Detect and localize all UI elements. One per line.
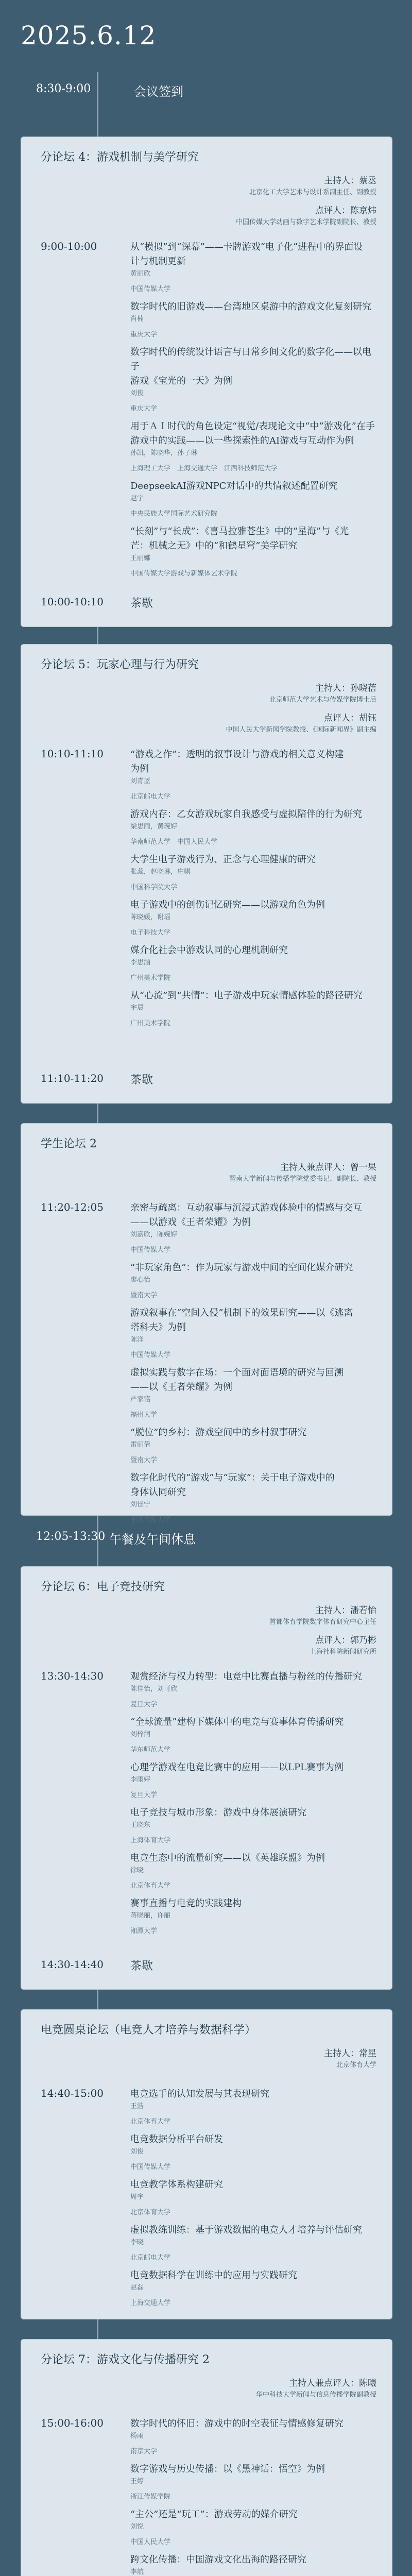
session-time: 13:30-14:30 xyxy=(41,1670,104,1682)
talk-title: 电竞选手的认知发展与其表现研究 xyxy=(130,2089,269,2099)
host-affiliation: 华中科技大学新闻与信息传播学院副教授 xyxy=(255,2391,376,2399)
talk-affiliation: 中国传媒大学 xyxy=(130,1351,171,1359)
talk-title-cont: 身体认同研究 xyxy=(130,1487,186,1498)
panel-forum-5 xyxy=(21,644,392,1104)
talk-title-cont: 游戏《宝光的一天》为例 xyxy=(130,376,232,386)
talk-affiliation: 中央民族大学国际艺术研究院 xyxy=(130,510,218,518)
talk-affiliation: 北京邮电大学 xyxy=(130,2254,171,2262)
talk-affiliation: 华东师范大学 xyxy=(130,1746,171,1754)
talk-speaker: 王晓东 xyxy=(130,1821,151,1829)
talk-speaker: 肖楠 xyxy=(130,315,144,323)
talk-affiliation: 北京体育大学 xyxy=(130,2118,171,2126)
host-name: 主持人：蔡丞 xyxy=(324,176,376,186)
talk-affiliation: 中国人民大学 xyxy=(130,2538,171,2546)
talk-speaker: 李晓 xyxy=(130,2239,144,2246)
host-name: 主持人兼点评人：陈曦 xyxy=(289,2378,376,2388)
talk-list xyxy=(130,2087,376,2314)
host-affiliation: 北京师范大学艺术与传媒学院博士后 xyxy=(269,696,376,704)
host-affiliation: 北京化工大学艺术与设计系副主任、副教授 xyxy=(249,189,376,196)
talk-affiliation: 湘潭大学 xyxy=(130,1927,158,1935)
panel-title: 电竞圆桌论坛（电竞人才培养与数据科学） xyxy=(41,2024,256,2037)
panel-title: 分论坛 6：电子竞技研究 xyxy=(41,1581,165,1594)
talk-affiliation: 中国传媒大学 xyxy=(130,1246,171,1254)
talk-affiliation: 北京体育大学 xyxy=(130,2209,171,2216)
lunch-time: 12:05-13:30 xyxy=(36,1530,106,1543)
talk-affiliation: 上海理工大学 上海交通大学 江西科技师范大学 xyxy=(130,465,278,472)
talk-item xyxy=(130,1760,376,1801)
talk-speaker: 刘青蓝 xyxy=(130,777,151,785)
talk-speaker: 张蕊，赵晓琳，庄骐 xyxy=(130,868,191,876)
talk-title: DeepseekAI游戏NPC对话中的共情叙述配置研究 xyxy=(130,481,338,492)
talk-title: “非玩家角色”：作为玩家与游戏中间的空间化媒介研究 xyxy=(130,1262,353,1273)
break-time: 14:30-14:40 xyxy=(41,1958,104,1971)
talk-speaker: 王丽娜 xyxy=(130,554,151,562)
talk-item xyxy=(130,2087,376,2127)
host-name: 主持人：常星 xyxy=(324,2048,376,2059)
talk-list xyxy=(130,1670,376,1942)
talk-item xyxy=(130,853,376,893)
talk-item xyxy=(130,1471,376,1526)
talk-title: 电子游戏中的创伤记忆研究——以游戏角色为例 xyxy=(130,900,325,910)
talk-speaker: 刘悦 xyxy=(130,2523,144,2531)
talk-title: “主公”还是“玩工”：游戏劳动的媒介研究 xyxy=(130,2509,298,2520)
talk-affiliation: 重庆大学 xyxy=(130,331,158,338)
host-affiliation: 北京体育大学 xyxy=(336,2061,376,2069)
talk-affiliation: 中国传媒大学 xyxy=(130,285,171,293)
talk-affiliation: 重庆大学 xyxy=(130,405,158,413)
session-time: 9:00-10:00 xyxy=(41,240,97,252)
talk-title: 心理学游戏在电竞比赛中的应用——以LPL赛事为例 xyxy=(130,1762,344,1773)
talk-item xyxy=(130,1261,376,1301)
panel-title: 分论坛 4：游戏机制与美学研究 xyxy=(41,151,199,164)
talk-speaker: 雷丽倩 xyxy=(130,1441,151,1449)
panel-forum-4 xyxy=(21,137,392,627)
break-time: 10:00-10:10 xyxy=(41,596,104,608)
talk-affiliation: 中国传媒大学游戏与新媒体艺术学院 xyxy=(130,570,238,578)
talk-item xyxy=(130,300,376,340)
talk-item xyxy=(130,1426,376,1466)
talk-speaker: 李雨婷 xyxy=(130,1776,151,1784)
commentator-affiliation: 中国人民大学新闻学院教授、《国际新闻界》副主编 xyxy=(226,726,376,734)
signin-time: 8:30-9:00 xyxy=(36,82,91,95)
talk-item xyxy=(130,898,376,938)
talk-title-cont: 游戏中的实践——以一些探索性的AI游戏与互动作为例 xyxy=(130,435,354,446)
talk-item xyxy=(130,240,376,295)
talk-affiliation: 暨南大学 xyxy=(130,1456,158,1464)
talk-speaker: 李航 xyxy=(130,2568,144,2576)
talk-item xyxy=(130,2268,376,2309)
break-label: 茶歇 xyxy=(130,1074,153,1087)
talk-title: 亲密与疏离：互动叙事与沉浸式游戏体验中的情感与交互 xyxy=(130,1202,362,1213)
talk-item xyxy=(130,943,376,984)
talk-item xyxy=(130,1715,376,1755)
talk-speaker: 李思涵 xyxy=(130,959,151,967)
break-time: 11:10-11:20 xyxy=(41,1072,104,1084)
talk-affiliation: 南京大学 xyxy=(130,2448,158,2455)
talk-title: “全球流量”建构下媒体中的电竞与赛事体育传播研究 xyxy=(130,1717,344,1727)
talk-speaker: 陈佳怡，刘可欣 xyxy=(130,1685,178,1693)
talk-item xyxy=(130,748,376,802)
talk-title: 游戏内存：乙女游戏玩家自我感受与虚拟陪伴的行为研究 xyxy=(130,809,362,820)
talk-title: 电竞教学体系构建研究 xyxy=(130,2179,223,2190)
talk-speaker: 蒋晓丽，许丽 xyxy=(130,1912,171,1920)
talk-list xyxy=(130,240,376,584)
talk-title: 赛事直播与电竞的实践建构 xyxy=(130,1898,242,1909)
talk-title-cont: ——以游戏《王者荣耀》为例 xyxy=(130,1217,251,1228)
host-name: 主持人：潘若怡 xyxy=(315,1605,376,1616)
talk-item xyxy=(130,1670,376,1710)
talk-title-cont: 塔科夫》为例 xyxy=(130,1322,186,1333)
commentator-name: 点评人：陈京炜 xyxy=(315,206,376,216)
talk-title-cont: 计与机制更新 xyxy=(130,256,186,267)
talk-title: “长刻”与“长成”：《喜马拉雅苍生》中的“星海”与《光 xyxy=(130,526,349,537)
talk-speaker: 孙凯，陈晓华，孙子琳 xyxy=(130,449,198,457)
commentator-affiliation: 中国传媒大学动画与数字艺术学院副院长、教授 xyxy=(235,218,376,226)
session-time: 10:10-11:10 xyxy=(41,748,104,760)
talk-speaker: 刘佳宁 xyxy=(130,1501,151,1509)
talk-title: 数字时代的传统设计语言与日常乡间文化的数字化——以电子 xyxy=(130,347,371,372)
talk-item xyxy=(130,2417,376,2457)
talk-speaker: 赵宇 xyxy=(130,495,144,502)
panel-student-forum-2 xyxy=(21,1123,392,1524)
talk-title: 数字游戏与历史传播：以《黑神话：悟空》为例 xyxy=(130,2464,325,2475)
talk-title-cont: 为例 xyxy=(130,764,149,774)
talk-speaker: 宇晨 xyxy=(130,1004,144,1012)
talk-affiliation: 复旦大学 xyxy=(130,1791,158,1799)
talk-title: “脱位”的乡村：游戏空间中的乡村叙事研究 xyxy=(130,1427,307,1438)
talk-item xyxy=(130,1851,376,1891)
event-date: 2025.6.12 xyxy=(21,21,157,50)
host-name: 主持人：孙晓蓓 xyxy=(315,683,376,693)
talk-list xyxy=(130,748,376,1034)
panel-title: 学生论坛 2 xyxy=(41,1138,97,1150)
talk-item xyxy=(130,524,376,579)
talk-title: 数字时代的怀旧：游戏中的时空表征与情感修复研究 xyxy=(130,2418,344,2429)
commentator-affiliation: 上海社科院新闻研究所 xyxy=(309,1648,376,1656)
commentator-name: 点评人：胡钰 xyxy=(324,713,376,723)
talk-title: 电竞数据分析平台研发 xyxy=(130,2134,223,2145)
talk-item xyxy=(130,2223,376,2263)
talk-speaker: 梁思雨，黄琬婷 xyxy=(130,823,178,831)
talk-item xyxy=(130,1201,376,1256)
commentator-name: 点评人：郭乃彬 xyxy=(315,1635,376,1646)
talk-speaker: 王浩 xyxy=(130,2103,144,2110)
session-time: 15:00-16:00 xyxy=(41,2417,104,2429)
host-affiliation: 暨南大学新闻与传播学院党委书记、副院长、教授 xyxy=(229,1175,376,1183)
talk-speaker: 赵磊 xyxy=(130,2284,144,2292)
talk-item xyxy=(130,1306,376,1361)
talk-affiliation: 中国科学院大学 xyxy=(130,884,178,891)
talk-title-cont: 芒：机械之无》中的“和鹤星穹”美学研究 xyxy=(130,540,298,551)
host-affiliation: 首都体育学院数字体育研究中心主任 xyxy=(269,1618,376,1626)
signin-label: 会议签到 xyxy=(134,84,183,99)
talk-title: 电子竞技与城市形象：游戏中身体展演研究 xyxy=(130,1807,306,1818)
talk-list xyxy=(130,1201,376,1531)
talk-speaker: 廖心怡 xyxy=(130,1276,151,1284)
talk-item xyxy=(130,419,376,474)
lunch-label: 午餐及午间休息 xyxy=(109,1532,196,1547)
talk-title: 数字化时代的“游戏”与“玩家”：关于电子游戏中的 xyxy=(130,1472,335,1483)
talk-affiliation: 广州美术学院 xyxy=(130,1020,171,1027)
talk-speaker: 陈晓媛，谢瑶 xyxy=(130,913,171,921)
talk-list xyxy=(130,2417,376,2576)
talk-item xyxy=(130,807,376,848)
talk-speaker: 周宇 xyxy=(130,2193,144,2201)
talk-title-cont: ——以《王者荣耀》为例 xyxy=(130,1382,232,1393)
panel-forum-7 xyxy=(21,2339,392,2576)
host-name: 主持人兼点评人：曾一果 xyxy=(280,1162,376,1173)
talk-affiliation: 北京体育大学 xyxy=(130,1882,171,1890)
talk-speaker: 刘俊 xyxy=(130,2148,144,2156)
talk-title: 跨文化传播：中国游戏文化出海的路径研究 xyxy=(130,2554,306,2565)
talk-speaker: 刘俊 xyxy=(130,389,144,397)
talk-item xyxy=(130,1366,376,1420)
talk-item xyxy=(130,2507,376,2548)
panel-forum-6 xyxy=(21,1566,392,1990)
talk-title: 大学生电子游戏行为、正念与心理健康的研究 xyxy=(130,854,316,865)
talk-title: 电竞数据科学在训练中的应用与实践研究 xyxy=(130,2270,297,2281)
talk-item xyxy=(130,2553,376,2576)
talk-item xyxy=(130,1806,376,1846)
talk-item xyxy=(130,1896,376,1937)
talk-title: “游戏之作”：透明的叙事设计与游戏的相关意义构建 xyxy=(130,749,344,760)
talk-speaker: 王婷 xyxy=(130,2478,144,2485)
talk-title: 观赏经济与权力转型：电竞中比赛直播与粉丝的传播研究 xyxy=(130,1671,362,1682)
talk-speaker: 徐晓 xyxy=(130,1867,144,1874)
talk-item xyxy=(130,2132,376,2173)
talk-item xyxy=(130,479,376,519)
panel-title: 分论坛 7：游戏文化与传播研究 2 xyxy=(41,2353,210,2366)
talk-affiliation: 中国传媒大学 xyxy=(130,1516,171,1524)
talk-title: 电竞生态中的流量研究——以《英雄联盟》为例 xyxy=(130,1853,325,1863)
talk-speaker: 严家铭 xyxy=(130,1396,151,1403)
talk-affiliation: 暨南大学 xyxy=(130,1292,158,1299)
talk-affiliation: 电子科技大学 xyxy=(130,929,171,937)
break-label: 茶歇 xyxy=(130,1960,153,1973)
talk-title: 用于ＡＩ时代的角色设定“视觉/表现论文中“中”游戏化”在手 xyxy=(130,421,375,432)
talk-title: 虚拟实践与数字在场：一个面对面语境的研究与回溯 xyxy=(130,1367,344,1378)
panel-title: 分论坛 5：玩家心理与行为研究 xyxy=(41,658,199,671)
talk-title: 游戏叙事在“空间入侵”机制下的效果研究——以《逃离 xyxy=(130,1308,353,1318)
talk-affiliation: 北京邮电大学 xyxy=(130,793,171,801)
session-time: 14:40-15:00 xyxy=(41,2087,104,2099)
talk-speaker: 黄丽欣 xyxy=(130,270,151,278)
talk-affiliation: 复旦大学 xyxy=(130,1701,158,1708)
session-time: 11:20-12:05 xyxy=(41,1201,104,1213)
talk-item xyxy=(130,2178,376,2218)
talk-speaker: 刘嘉欣，陈婉婷 xyxy=(130,1231,178,1239)
talk-title: 媒介化社会中游戏认同的心理机制研究 xyxy=(130,945,288,956)
talk-affiliation: 华南师范大学 中国人民大学 xyxy=(130,838,218,846)
talk-affiliation: 浙江传媒学院 xyxy=(130,2493,171,2501)
talk-item xyxy=(130,989,376,1029)
talk-affiliation: 上海交通大学 xyxy=(130,2299,171,2307)
talk-item xyxy=(130,2462,376,2502)
talk-speaker: 杨雨 xyxy=(130,2432,144,2440)
talk-title: 虚拟教练训练：基于游戏数据的电竞人才培养与评估研究 xyxy=(130,2225,362,2235)
talk-affiliation: 广州美术学院 xyxy=(130,974,171,982)
talk-affiliation: 福州大学 xyxy=(130,1411,158,1419)
talk-title: 数字时代的旧游戏——台湾地区桌游中的游戏文化复刻研究 xyxy=(130,301,371,312)
talk-affiliation: 上海体育大学 xyxy=(130,1837,171,1844)
talk-title: 从“模拟”到“深幕”——卡牌游戏“电子化”进程中的界面设 xyxy=(130,242,363,252)
talk-title: 从“心流”到“共情”：电子游戏中玩家情感体验的路径研究 xyxy=(130,990,363,1001)
break-label: 茶歇 xyxy=(130,597,153,610)
talk-affiliation: 中国传媒大学 xyxy=(130,2163,171,2171)
panel-esports-roundtable xyxy=(21,2009,392,2319)
talk-item xyxy=(130,345,376,414)
talk-speaker: 刘梓润 xyxy=(130,1731,151,1738)
talk-speaker: 陈洋 xyxy=(130,1336,144,1344)
